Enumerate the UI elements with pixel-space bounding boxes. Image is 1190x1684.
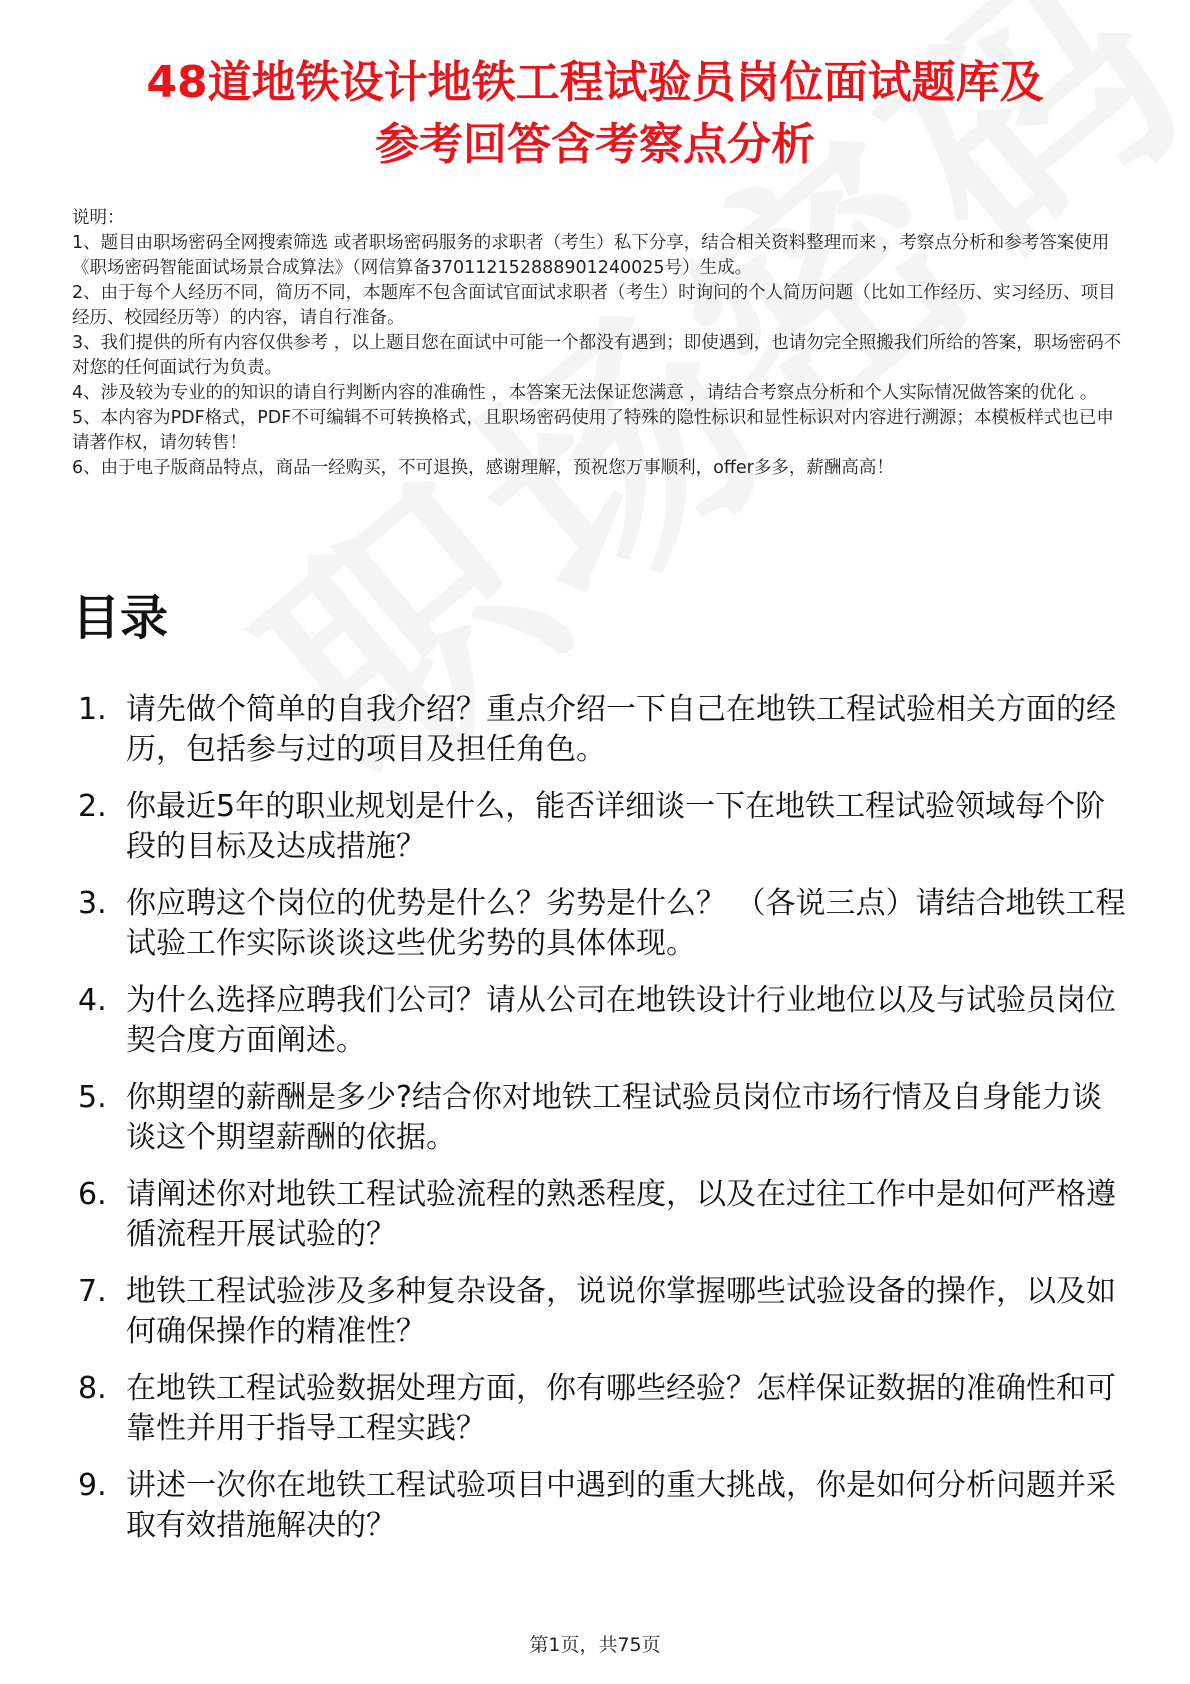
- toc-item-number: 4.: [78, 983, 107, 1018]
- toc-item-number: 1.: [78, 692, 107, 727]
- toc-item-number: 5.: [78, 1080, 107, 1115]
- toc-item-number: 2.: [78, 789, 107, 824]
- toc-item[interactable]: [78, 1078, 1128, 1158]
- toc-item-text: 请先做个简单的自我介绍？重点介绍一下自己在地铁工程试验相关方面的经历，包括参与过的项目及担任角色。: [126, 692, 1116, 767]
- notes-heading: 说明：: [72, 208, 125, 228]
- toc-item-text: 地铁工程试验涉及多种复杂设备，说说你掌握哪些试验设备的操作，以及如何确保操作的精准性？: [126, 1274, 1116, 1349]
- toc-item-text: 你应聘这个岗位的优势是什么？劣势是什么？ （各说三点）请结合地铁工程试验工作实际谈谈这些优劣势的具体体现。: [126, 886, 1126, 961]
- title-line-1: 48道地铁设计地铁工程试验员岗位面试题库及: [146, 57, 1044, 108]
- toc-item-text: 在地铁工程试验数据处理方面，你有哪些经验？怎样保证数据的准确性和可靠性并用于指导工程实践？: [126, 1371, 1116, 1446]
- toc-item-number: 9.: [78, 1468, 107, 1503]
- toc-item[interactable]: [78, 787, 1128, 867]
- document-title: [70, 52, 1120, 176]
- toc-item[interactable]: [78, 1272, 1128, 1352]
- page-footer: 第1页，共75页: [529, 1634, 661, 1656]
- toc-item-text: 请阐述你对地铁工程试验流程的熟悉程度，以及在过往工作中是如何严格遵循流程开展试验的？: [126, 1177, 1116, 1252]
- note-item: 2、由于每个人经历不同，简历不同，本题库不包含面试官面试求职者（考生）时询问的个人简历问题（比如工作经历、实习经历、项目经历、校园经历等）的内容，请自行准备。: [72, 283, 1116, 328]
- toc-item[interactable]: [78, 1175, 1128, 1255]
- toc-item-number: 3.: [78, 886, 107, 921]
- toc-item-text: 讲述一次你在地铁工程试验项目中遇到的重大挑战，你是如何分析问题并采取有效措施解决的？: [126, 1468, 1116, 1543]
- toc-item-number: 8.: [78, 1371, 107, 1406]
- toc-item-number: 6.: [78, 1177, 107, 1212]
- toc-list: [78, 690, 1128, 1563]
- toc-heading: 目录: [72, 590, 169, 646]
- note-item: 5、本内容为PDF格式，PDF不可编辑不可转换格式，且职场密码使用了特殊的隐性标识和显性标识对内容进行溯源；本模板样式也已申请著作权，请勿转售！: [72, 408, 1114, 453]
- toc-item[interactable]: [78, 1466, 1128, 1546]
- note-item: 4、涉及较为专业的的知识的请自行判断内容的准确性 ，本答案无法保证您满意 ，请结合考察点分析和个人实际情况做答案的优化 。: [72, 383, 1098, 403]
- toc-item[interactable]: [78, 981, 1128, 1061]
- toc-item-number: 7.: [78, 1274, 107, 1309]
- title-line-2: 参考回答含考察点分析: [375, 119, 815, 170]
- toc-item[interactable]: [78, 884, 1128, 964]
- note-item: 3、我们提供的所有内容仅供参考 ，以上题目您在面试中可能一个都没有遇到；即使遇到，也请勿完全照搬我们所给的答案，职场密码不对您的任何面试行为负责。: [72, 333, 1122, 378]
- note-item: 6、由于电子版商品特点，商品一经购买，不可退换，感谢理解，预祝您万事顺利，offer多多，薪酬高高！: [72, 458, 894, 478]
- toc-item[interactable]: [78, 690, 1128, 770]
- toc-item[interactable]: [78, 1369, 1128, 1449]
- note-item: 1、题目由职场密码全网搜索筛选 或者职场密码服务的求职者（考生）私下分享，结合相关资料整理而来 ，考察点分析和参考答案使用《职场密码智能面试场景合成算法》（网信算备370112152888901240025号）生成。: [72, 233, 1110, 278]
- toc-item-text: 你最近5年的职业规划是什么，能否详细谈一下在地铁工程试验领域每个阶段的目标及达成措施？: [126, 789, 1106, 864]
- toc-item-text: 为什么选择应聘我们公司？请从公司在地铁设计行业地位以及与试验员岗位契合度方面阐述。: [126, 983, 1116, 1058]
- notes-section: [72, 206, 1122, 481]
- toc-item-text: 你期望的薪酬是多少?结合你对地铁工程试验员岗位市场行情及自身能力谈谈这个期望薪酬的依据。: [126, 1080, 1102, 1155]
